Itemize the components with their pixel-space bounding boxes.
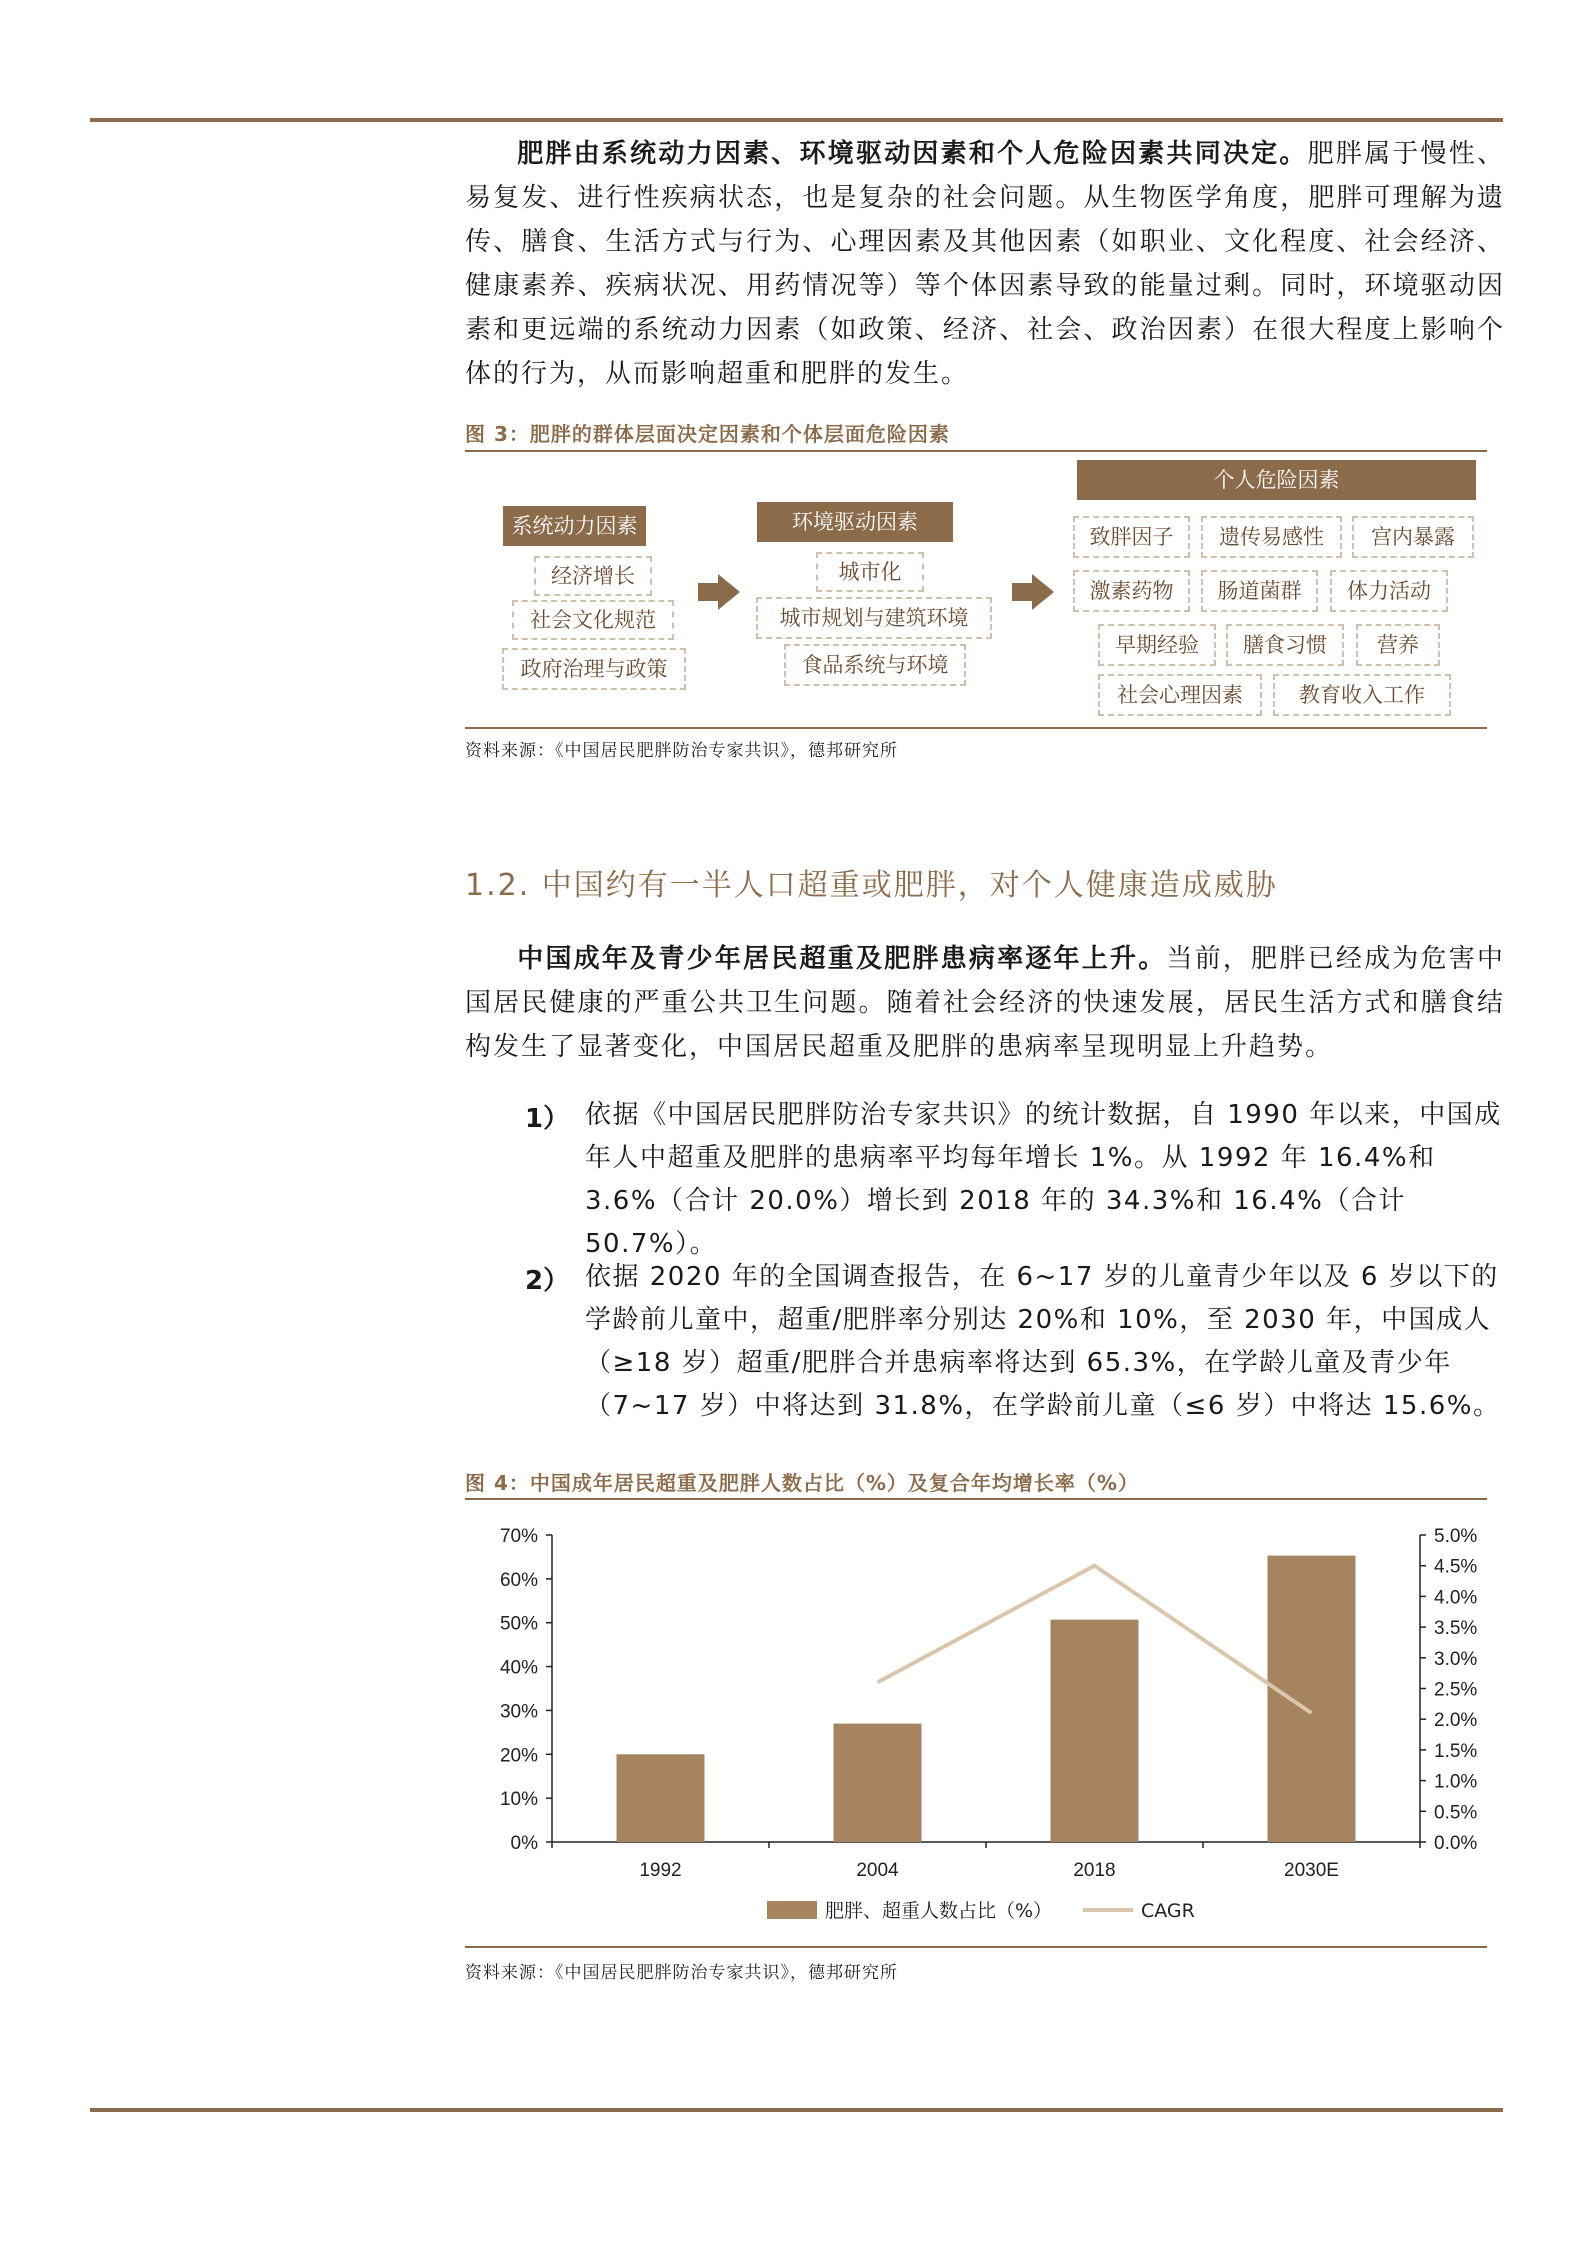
legend-label-line: CAGR (1141, 1900, 1195, 1922)
figure-3-bottom-line (465, 727, 1487, 729)
bar (834, 1724, 922, 1842)
right-tick-label: 2.0% (1434, 1710, 1478, 1732)
right-tick-label: 4.0% (1434, 1587, 1478, 1609)
item-gut-microbiota: 肠道菌群 (1201, 570, 1318, 612)
item-intrauterine-exposure: 宫内暴露 (1352, 516, 1474, 558)
item-cultural-norms: 社会文化规范 (512, 600, 674, 640)
plot-area (500, 1526, 1477, 1922)
list-number: 2） (525, 1266, 570, 1296)
header-environmental-factors: 环境驱动因素 (757, 502, 953, 542)
figure-3-caption: 图 3：肥胖的群体层面决定因素和个体层面危险因素 (465, 422, 950, 446)
paragraph-lead: 中国成年及青少年居民超重及肥胖患病率逐年上升。 (517, 944, 1167, 974)
bar (1051, 1620, 1139, 1842)
right-tick-label: 2.5% (1434, 1679, 1478, 1701)
figure-4-caption: 图 4：中国成年居民超重及肥胖人数占比（%）及复合年均增长率（%） (465, 1471, 1139, 1495)
legend-swatch-bar (767, 1901, 817, 1919)
header-systemic-factors: 系统动力因素 (503, 506, 646, 546)
top-rule (90, 118, 1503, 122)
item-urbanization: 城市化 (816, 552, 924, 592)
item-early-experience: 早期经验 (1098, 624, 1216, 666)
item-urban-planning: 城市规划与建筑环境 (756, 597, 992, 639)
right-tick-label: 1.5% (1434, 1740, 1478, 1762)
item-obesogenic-factors: 致胖因子 (1073, 516, 1190, 558)
figure-4-source: 资料来源：《中国居民肥胖防治专家共识》，德邦研究所 (465, 1963, 898, 1983)
item-dietary-habits: 膳食习惯 (1226, 624, 1344, 666)
item-education-income: 教育收入工作 (1273, 674, 1451, 716)
paragraph-prevalence (465, 937, 1505, 1069)
right-tick-label: 3.0% (1434, 1648, 1478, 1670)
right-tick-label: 5.0% (1434, 1526, 1478, 1547)
list-text: 依据 2020 年的全国调查报告，在 6~17 岁的儿童青少年以及 6 岁以下的学龄前儿童中，超重/肥胖率分别达 20%和 10%，至 2030 年，中国成人（≥18 岁）超重/肥胖合并患病率将达到 65.3%，在学龄儿童及青少年（7~17 岁）中将达到 31.8%，在学龄前儿童（≤6 岁）中将达 15.6%。 (585, 1262, 1501, 1421)
item-governance-policy: 政府治理与政策 (502, 648, 686, 690)
right-tick-label: 0.5% (1434, 1802, 1478, 1824)
bottom-rule (90, 2108, 1503, 2112)
item-economic-growth: 经济增长 (534, 556, 652, 596)
left-tick-label: 50% (499, 1613, 538, 1635)
legend-label-bar: 肥胖、超重人数占比（%） (825, 1900, 1053, 1922)
right-tick-label: 1.0% (1434, 1771, 1478, 1793)
list-number: 1） (525, 1104, 570, 1134)
figure-4-top-line (465, 1498, 1487, 1500)
x-tick-label: 2004 (856, 1860, 899, 1881)
item-physical-activity: 体力活动 (1330, 570, 1448, 612)
section-title: 1.2. 中国约有一半人口超重或肥胖，对个人健康造成威胁 (465, 868, 1278, 903)
item-nutrition: 营养 (1356, 624, 1440, 666)
item-psychosocial: 社会心理因素 (1098, 674, 1262, 716)
x-tick-label: 2030E (1284, 1860, 1339, 1881)
list-text: 依据《中国居民肥胖防治专家共识》的统计数据，自 1990 年以来，中国成年人中超重及肥胖的患病率平均每年增长 1%。从 1992 年 16.4%和 3.6%（合计 20.0%）增长到 2018 年的 34.3%和 16.4%（合计 50.7%）。 (585, 1100, 1502, 1259)
figure-3-source: 资料来源：《中国居民肥胖防治专家共识》，德邦研究所 (465, 741, 898, 761)
bar (1268, 1556, 1356, 1842)
paragraph-body: 当前，肥胖已经成为危害中国居民健康的严重公共卫生问题。随着社会经济的快速发展，居民生活方式和膳食结构发生了显著变化，中国居民超重及肥胖的患病率呈现明显上升趋势。 (465, 944, 1505, 1062)
left-tick-label: 40% (499, 1657, 538, 1679)
right-tick-label: 0.0% (1434, 1833, 1478, 1854)
left-tick-label: 30% (499, 1701, 538, 1723)
left-tick-label: 20% (499, 1745, 538, 1767)
left-tick-label: 0% (510, 1833, 538, 1854)
paragraph-determinants (465, 132, 1505, 396)
x-tick-label: 1992 (639, 1860, 682, 1881)
item-food-system: 食品系统与环境 (784, 644, 966, 686)
x-tick-label: 2018 (1073, 1860, 1116, 1881)
left-tick-label: 10% (499, 1789, 538, 1811)
obesity-chart (465, 1505, 1487, 1955)
item-hormone-drugs: 激素药物 (1073, 570, 1190, 612)
right-tick-label: 4.5% (1434, 1556, 1478, 1578)
paragraph-body: 肥胖属于慢性、易复发、进行性疾病状态，也是复杂的社会问题。从生物医学角度，肥胖可理解为遗传、膳食、生活方式与行为、心理因素及其他因素（如职业、文化程度、社会经济、健康素养、疾病状况、用药情况等）等个体因素导致的能量过剩。同时，环境驱动因素和更远端的系统动力因素（如政策、经济、社会、政治因素）在很大程度上影响个体的行为，从而影响超重和肥胖的发生。 (465, 139, 1505, 389)
header-individual-risk-factors: 个人危险因素 (1077, 460, 1476, 500)
figure-4-bottom-line (465, 1946, 1487, 1948)
item-genetic-susceptibility: 遗传易感性 (1201, 516, 1342, 558)
bar (617, 1754, 705, 1842)
right-tick-label: 3.5% (1434, 1618, 1478, 1640)
figure-3-top-line (465, 450, 1487, 452)
left-tick-label: 60% (499, 1569, 538, 1591)
paragraph-lead: 肥胖由系统动力因素、环境驱动因素和个人危险因素共同决定。 (517, 139, 1308, 169)
left-tick-label: 70% (499, 1526, 538, 1547)
